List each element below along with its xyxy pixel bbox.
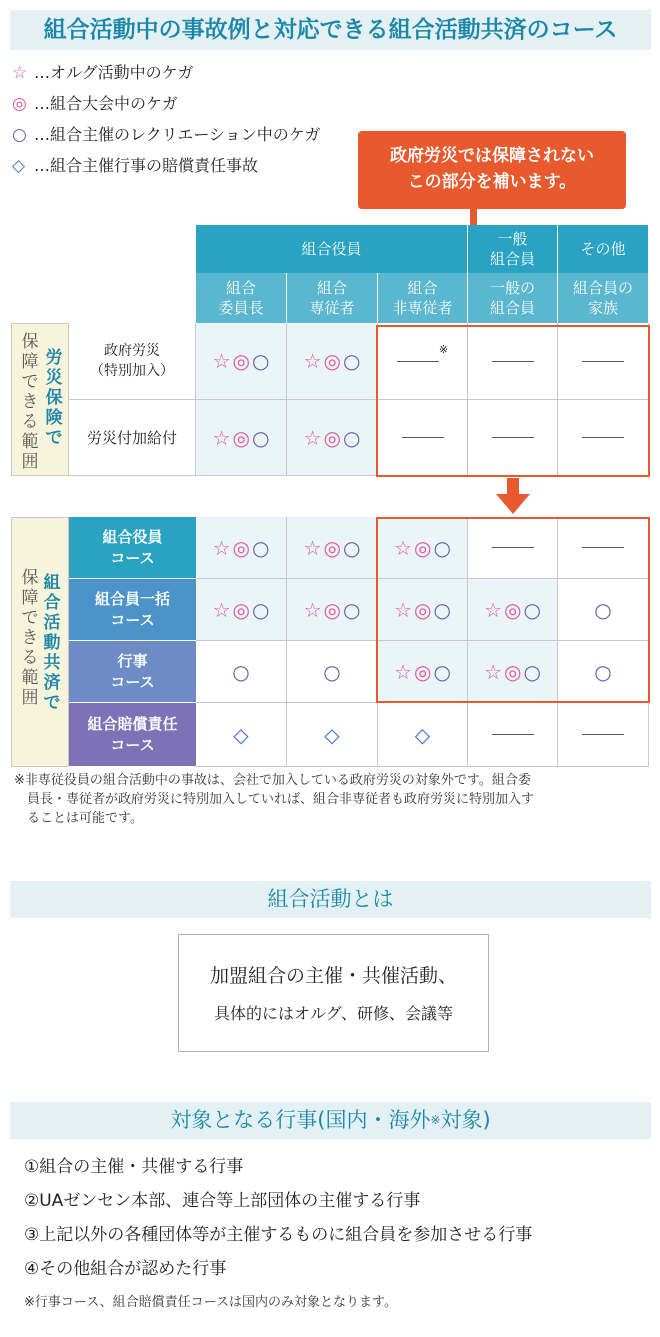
- column-header: 組合 委員長: [196, 273, 287, 323]
- course-label-liability: 組合賠償責任 コース: [69, 703, 196, 767]
- coverage-cell: [196, 323, 287, 400]
- column-header: 組合員の 家族: [558, 273, 649, 323]
- legend-item-double-circle: [12, 91, 320, 122]
- circle-icon: ○: [342, 597, 361, 622]
- down-arrow-icon: [496, 478, 530, 516]
- diamond-icon: ◇: [233, 722, 249, 747]
- double-circle-icon: ◎: [323, 425, 341, 450]
- course-label-officer: 組合役員 コース: [69, 517, 196, 579]
- circle-icon: ○: [323, 659, 341, 684]
- coverage-cell: [468, 703, 558, 767]
- activity-line: 加盟組合の主催・共催活動、: [209, 965, 457, 987]
- column-header: 一般の 組合員: [468, 273, 558, 323]
- section-label-union-mutual: [11, 517, 69, 767]
- diamond-icon: ◇: [12, 156, 26, 176]
- callout-line: 政府労災では保障されない: [390, 146, 594, 166]
- legend-text: …組合主催のレクリエーション中のケガ: [34, 125, 321, 144]
- coverage-cell: [558, 703, 649, 767]
- footnote-line: ることは可能です。: [14, 811, 143, 826]
- column-header: 組合 非専従者: [378, 273, 468, 323]
- circle-icon: ○: [342, 349, 361, 373]
- circle-icon: ○: [594, 597, 612, 622]
- double-circle-icon: ◎: [232, 425, 250, 450]
- event-item: ①組合の主催・共催する行事: [24, 1157, 244, 1177]
- star-icon: ☆: [484, 659, 503, 684]
- circle-icon: ○: [594, 659, 612, 684]
- double-circle-icon: ◎: [414, 535, 432, 560]
- header-others: その他: [558, 225, 649, 273]
- coverage-cell: [287, 400, 378, 476]
- event-item: ②UAゼンセン本部、連合等上部団体の主催する行事: [24, 1191, 421, 1211]
- double-circle-icon: ◎: [232, 597, 250, 622]
- legend-item-star: [12, 60, 320, 91]
- double-circle-icon: ◎: [323, 535, 341, 560]
- row-label: 労災付加給付: [69, 400, 196, 476]
- highlight-frame-bottom: [376, 517, 650, 703]
- legend-item-circle: [12, 122, 320, 153]
- star-icon: ☆: [12, 63, 28, 83]
- event-item: ④その他組合が認めた行事: [24, 1259, 227, 1279]
- star-icon: ☆: [212, 597, 231, 622]
- table-footnote: [14, 771, 654, 828]
- star-icon: ☆: [394, 597, 413, 622]
- coverage-cell: [196, 579, 287, 641]
- double-circle-icon: ◎: [414, 659, 432, 684]
- course-label-event: 行事 コース: [69, 641, 196, 703]
- coverage-cell: [196, 641, 287, 703]
- page-title: 組合活動中の事故例と対応できる組合活動共済のコース: [10, 10, 651, 50]
- diamond-icon: ◇: [324, 722, 340, 747]
- star-icon: ☆: [394, 535, 413, 560]
- legend-text: …組合主催行事の賠償責任事故: [34, 156, 259, 175]
- circle-icon: ○: [232, 659, 250, 684]
- coverage-cell: [287, 703, 378, 767]
- legend-text: …組合大会中のケガ: [34, 94, 178, 113]
- circle-icon: ○: [12, 125, 27, 145]
- star-icon: ☆: [212, 425, 231, 450]
- event-item: ③上記以外の各種団体等が主催するものに組合員を参加させる行事: [24, 1225, 533, 1245]
- circle-icon: ○: [523, 659, 541, 684]
- section-label-accent: 労災保険で: [45, 348, 63, 448]
- coverage-cell: [287, 641, 378, 703]
- circle-icon: ○: [251, 597, 270, 622]
- star-icon: ☆: [212, 349, 231, 373]
- circle-icon: ○: [433, 597, 451, 622]
- star-icon: ☆: [303, 425, 322, 450]
- star-icon: ☆: [303, 597, 322, 622]
- coverage-cell: [287, 323, 378, 400]
- events-title-end: 対象): [440, 1108, 491, 1132]
- circle-icon: ○: [342, 425, 361, 450]
- callout-line: この部分を補います。: [407, 172, 577, 192]
- coverage-cell: [196, 517, 287, 579]
- not-covered-dash: [582, 734, 624, 735]
- activity-line: 具体的にはオルグ、研修、会議等: [213, 1004, 454, 1023]
- circle-icon: ○: [433, 535, 451, 560]
- double-circle-icon: ◎: [504, 597, 522, 622]
- double-circle-icon: ◎: [232, 349, 250, 373]
- circle-icon: ○: [251, 535, 270, 560]
- section-title-activity: 組合活動とは: [10, 881, 651, 918]
- symbol-legend: [12, 60, 320, 184]
- coverage-cell: [378, 703, 468, 767]
- coverage-cell: [287, 517, 378, 579]
- star-icon: ☆: [212, 535, 231, 560]
- footnote-line: ※非専従役員の組合活動中の事故は、会社で加入している政府労災の対象外です。組合委: [14, 773, 531, 788]
- circle-icon: ○: [251, 425, 270, 450]
- legend-item-diamond: [12, 153, 320, 184]
- events-title-main: 対象となる行事(国内・海外: [170, 1108, 431, 1132]
- events-title-mark: ※: [430, 1113, 441, 1127]
- star-icon: ☆: [484, 597, 503, 622]
- events-footnote: ※行事コース、組合賠償責任コースは国内のみ対象となります。: [24, 1295, 397, 1310]
- row-label: 政府労災 （特別加入）: [69, 323, 196, 400]
- circle-icon: ○: [342, 535, 361, 560]
- circle-icon: ○: [251, 349, 270, 373]
- double-circle-icon: ◎: [504, 659, 522, 684]
- coverage-callout: [358, 131, 626, 209]
- circle-icon: ○: [433, 659, 451, 684]
- star-icon: ☆: [394, 659, 413, 684]
- section-label-plain: 保障できる範囲: [21, 568, 39, 708]
- column-header: 組合 専従者: [287, 273, 378, 323]
- double-circle-icon: ◎: [12, 94, 27, 114]
- double-circle-icon: ◎: [414, 597, 432, 622]
- star-icon: ☆: [303, 535, 322, 560]
- section-label-labor-insurance: [11, 323, 69, 476]
- diamond-icon: ◇: [414, 722, 431, 747]
- section-label-accent: 組合活動共済で: [43, 573, 61, 713]
- footnote-line: 員長・専従者が政府労災に特別加入していれば、組合非専従者も政府労災に特別加入す: [14, 792, 535, 807]
- double-circle-icon: ◎: [323, 349, 341, 373]
- coverage-cell: [287, 579, 378, 641]
- star-icon: ☆: [303, 349, 322, 373]
- not-covered-dash: [492, 734, 534, 735]
- legend-text: …オルグ活動中のケガ: [34, 63, 194, 82]
- section-label-plain: 保障できる範囲: [21, 332, 39, 472]
- double-circle-icon: ◎: [232, 535, 250, 560]
- circle-icon: ○: [523, 597, 541, 622]
- course-label-bulk: 組合員一括 コース: [69, 579, 196, 641]
- coverage-cell: [196, 400, 287, 476]
- header-group-officers: 組合役員: [196, 225, 468, 273]
- coverage-cell: [196, 703, 287, 767]
- header-general-members: 一般 組合員: [468, 225, 558, 273]
- activity-definition-box: [178, 934, 489, 1052]
- double-circle-icon: ◎: [323, 597, 341, 622]
- highlight-frame-top: [376, 325, 650, 477]
- footnote-mark: ※: [438, 343, 449, 356]
- section-title-events: [10, 1102, 651, 1139]
